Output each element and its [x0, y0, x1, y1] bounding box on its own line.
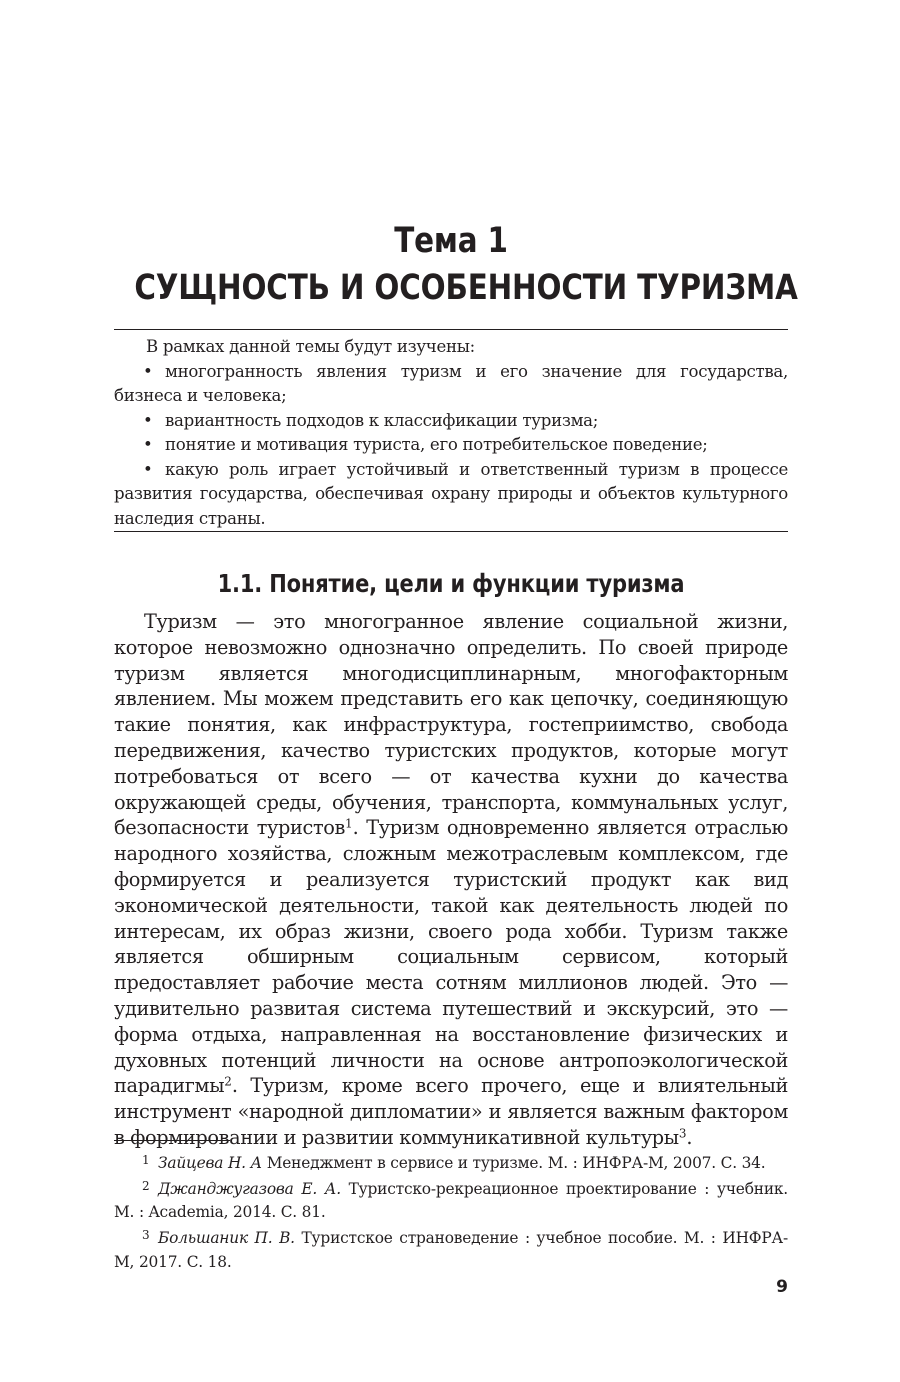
footnote-text: Туристско-рекреационное проектирование : учебник. М. : Academia, 2014. С. 81. — [114, 1180, 788, 1222]
footnote-separator — [114, 1140, 230, 1141]
footnote-text: Туристское страноведение : учебное пособие. М. : ИНФРА-М, 2017. С. 18. — [114, 1229, 788, 1271]
footnote-ref[interactable]: 2 — [224, 1074, 232, 1089]
footnote-author: Зайцева Н. А — [158, 1154, 263, 1173]
intro-top-rule — [114, 329, 788, 330]
intro-bullet-item: • многогранность явления туризм и его значение для государства, бизнеса и человека; — [114, 361, 788, 405]
intro-bullet-item: • какую роль играет устойчивый и ответственный туризм в процессе развития государства, обеспечивая охрану природы и объектов культурного наследия страны. — [114, 459, 788, 528]
body-paragraph: Туризм — это многогранное явление социальной жизни, которое невозможно однозначно определить. По своей природе туризм является многодисциплинарным, многофакторным явлением. Мы можем представить его как цепочку, соединяющую такие понятия, как инфраструктура, гостеприимство, свобода передвижения, качество туристских продуктов, которые могут потребоваться от всего — от качества кухни до качества окружающей среды, обучения, транспорта, коммунальных услуг, безопасности туристов$^1$. Туризм одновременно является отраслью народного хозяйства, сложным межотраслевым комплексом, где формируется и реализуется туристский продукт как вид экономической деятельности, такой как деятельность людей по интересам, их образ жизни, своего рода хобби. Туризм также является обширным социальным сервисом, который предоставляет рабочие места сотням миллионов людей. Это — удивительно развитая система путешествий и экскурсий, это — форма отдыха, направленная на восстановление физических и духовных потенций личности на основе антропоэкологической парадигмы$^2$. Туризм, кроме всего прочего, еще и влиятельный инструмент «народной дипломатии» и является важным фактором в формировании и развитии коммуникативной культуры$^3$. — [114, 610, 788, 1149]
page-number: 9 — [776, 1277, 788, 1297]
footnote-number: 2 — [142, 1179, 150, 1194]
intro-bullet-item: • понятие и мотивация туриста, его потребительское поведение; — [114, 433, 788, 458]
intro-bullet-item: • вариантность подходов к классификации туризма; — [114, 409, 788, 434]
footnote — [114, 1149, 788, 1175]
footnote-author: Большаник П. В. — [158, 1229, 295, 1248]
chapter-label: Тема 1 — [394, 221, 508, 261]
bullet-mark: • — [143, 361, 153, 381]
bullet-mark: • — [143, 459, 153, 479]
footnote-number: 3 — [142, 1228, 150, 1243]
bullet-mark: • — [143, 410, 153, 430]
footnote — [114, 1224, 788, 1273]
bullet-mark: • — [143, 435, 153, 454]
section-title: 1.1. Понятие, цели и функции туризма — [217, 569, 685, 598]
footnote-ref[interactable]: 1 — [345, 816, 353, 831]
footnote-text: Менеджмент в сервисе и туризме. М. : ИНФРА-М, 2007. С. 34. — [262, 1154, 766, 1173]
footnote-ref[interactable]: 3 — [678, 1126, 687, 1141]
footnote — [114, 1175, 788, 1224]
chapter-title: СУЩНОСТЬ И ОСОБЕННОСТИ ТУРИЗМА — [134, 268, 798, 308]
intro-bottom-rule — [114, 531, 788, 532]
footnote-number: 1 — [142, 1153, 150, 1167]
intro-lead: В рамках данной темы будут изучены: — [146, 337, 475, 356]
footnote-author: Джанджугазова Е. А. — [158, 1180, 341, 1199]
intro-box — [114, 335, 788, 531]
footnotes — [114, 1149, 788, 1274]
